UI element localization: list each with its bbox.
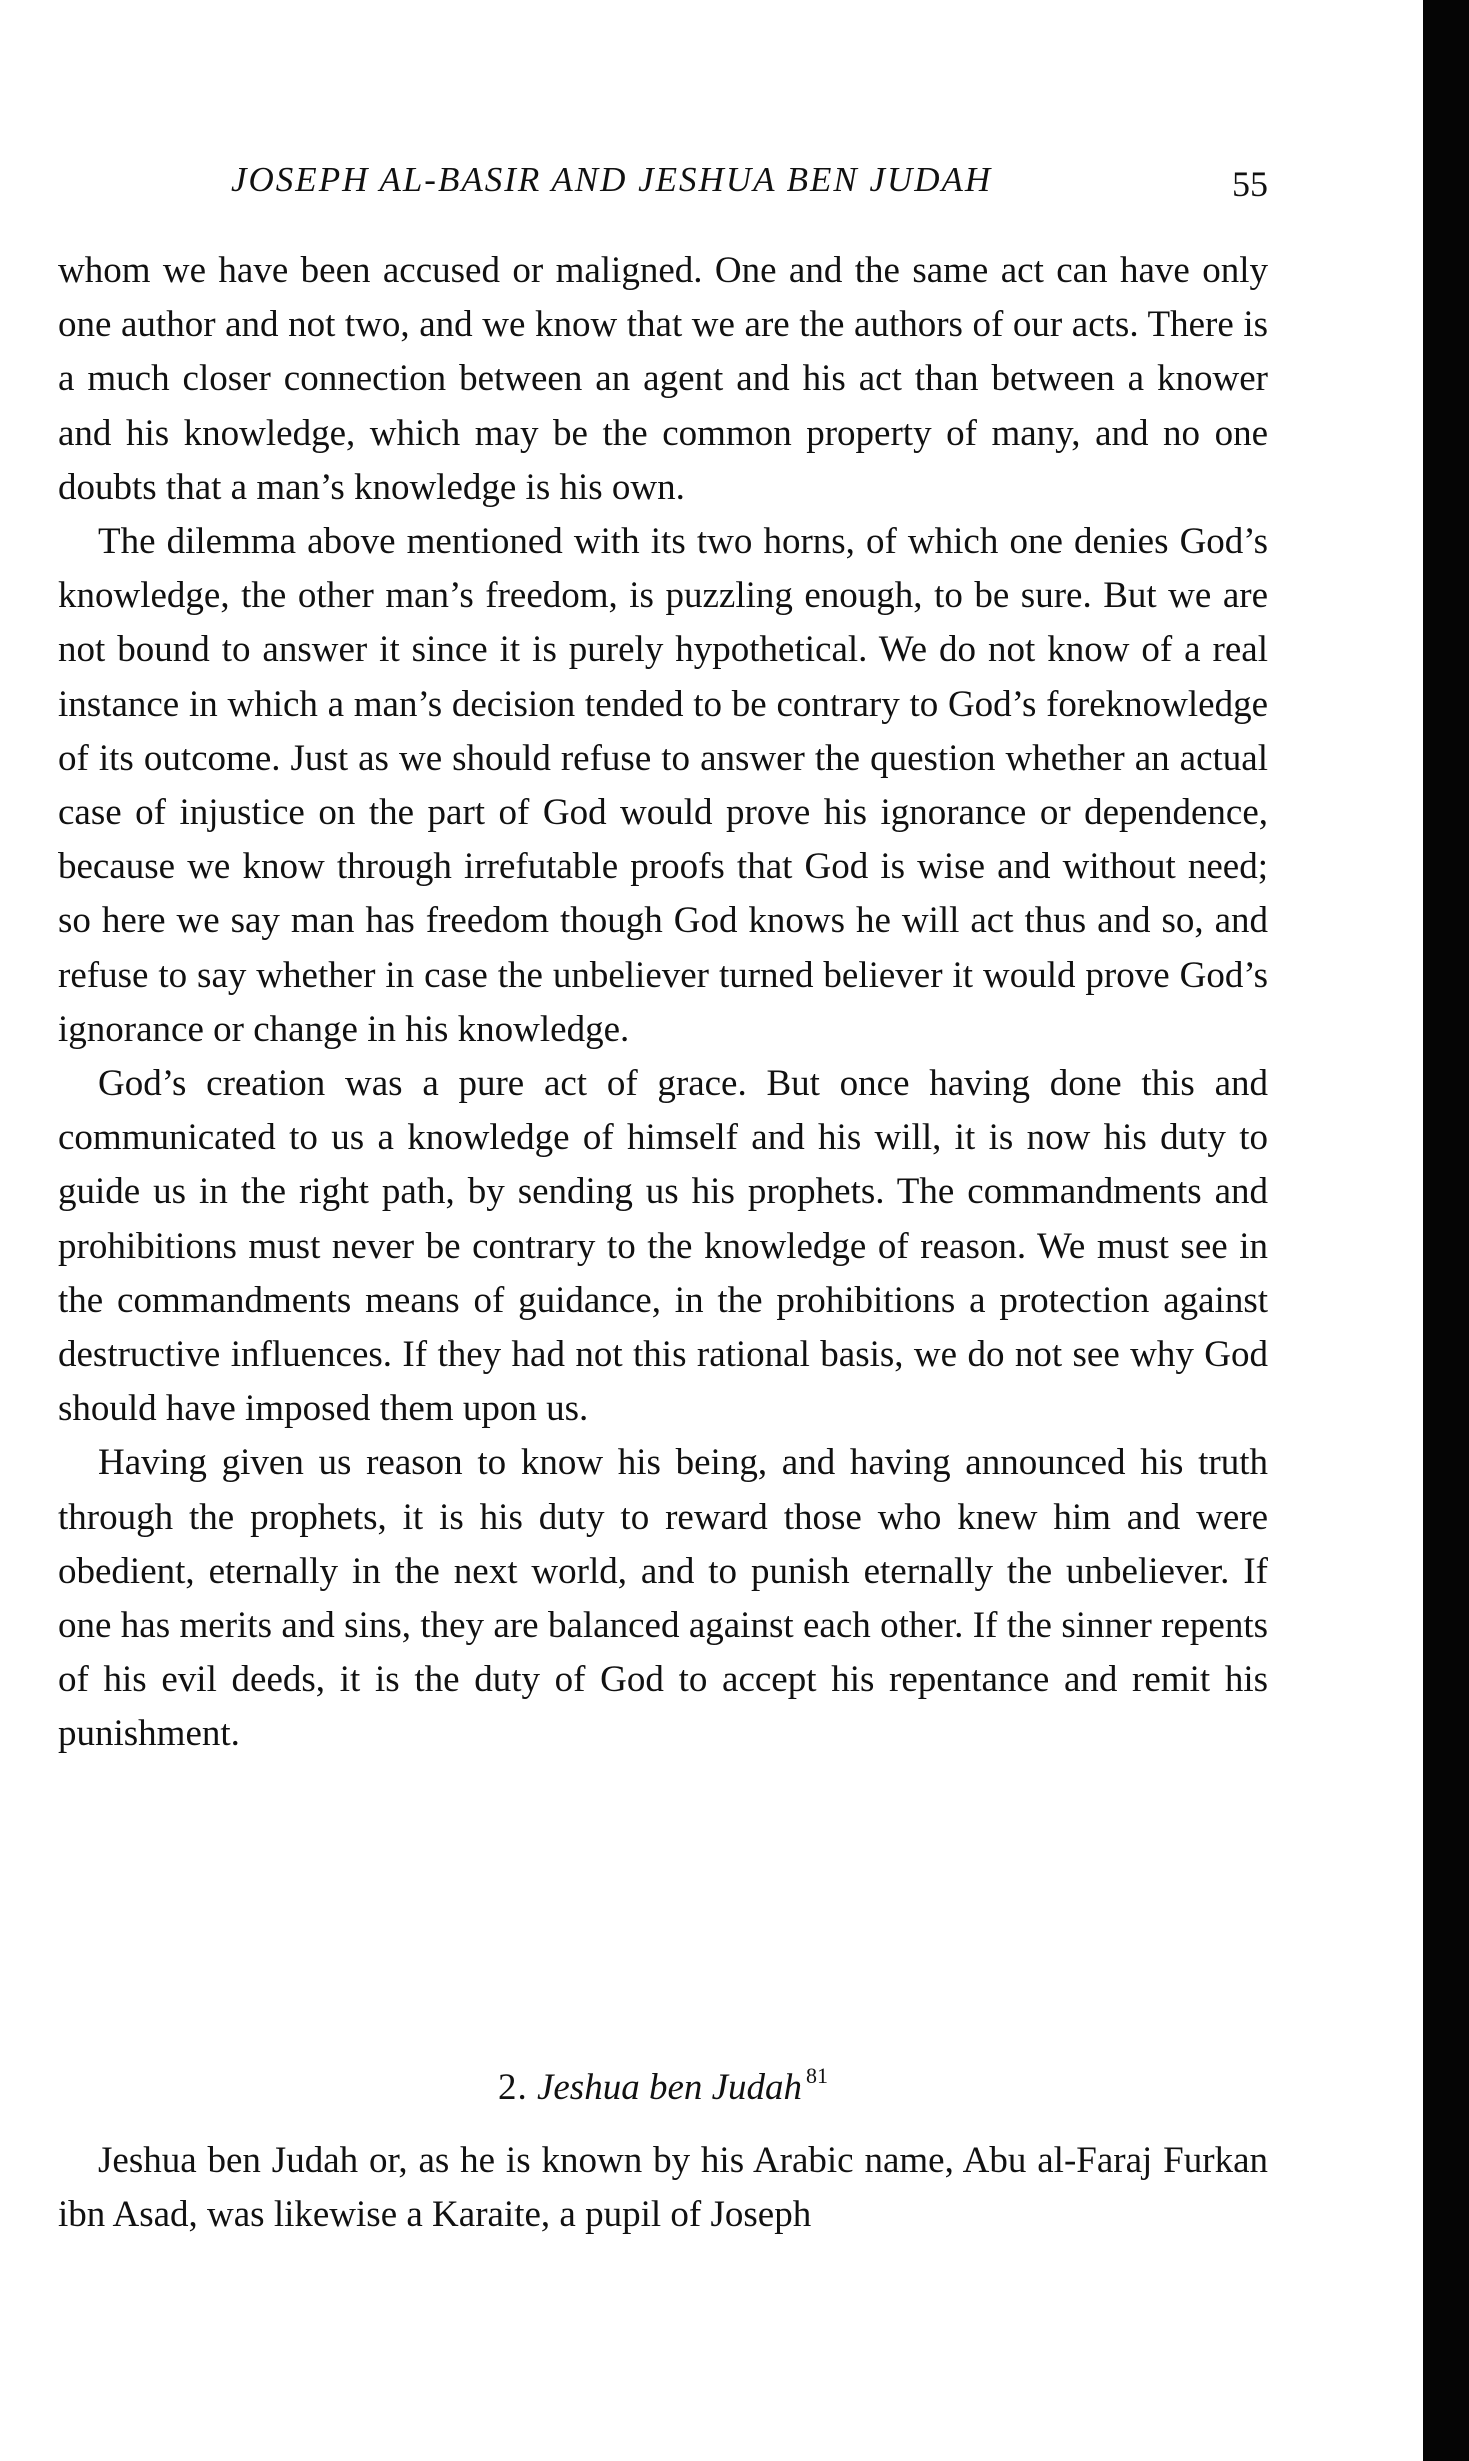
page-edge-shadow <box>1423 0 1469 2461</box>
running-title: JOSEPH AL-BASIR AND JESHUA BEN JUDAH <box>231 160 993 199</box>
running-head <box>58 150 1268 210</box>
section-number: 2. <box>497 2067 528 2108</box>
paragraph-4: Having given us reason to know his being, and having announced his truth through the prophets, it is his duty to reward those who knew him and were obedient, eternally in the next world, and to punish eternally the unbeliever. If one has merits and sins, they are balanced against each other. If the sinner repents of his evil deeds, it is the duty of God to accept his repentance and remit his punishment. <box>58 1442 1268 1755</box>
footnote-reference: 81 <box>806 2063 829 2088</box>
section-title: Jeshua ben Judah <box>536 2067 803 2108</box>
paragraph-3: God’s creation was a pure act of grace. But once having done this and communicated to us a knowledge of himself and his will, it is now his duty to guide us in the right path, by sending us his prophets. The commandments and prohibitions must never be contrary to the knowledge of reason. We must see in the commandments means of guidance, in the prohibitions a protection against destructive influences. If they had not this rational basis, we do not see why God should have imposed them upon us. <box>58 1063 1268 1430</box>
section-heading <box>58 2046 1268 2118</box>
paragraph-2: The dilemma above mentioned with its two horns, of which one denies God’s knowledge, the other man’s freedom, is puzzling enough, to be sure. But we are not bound to answer it since it is purely hypothetical. We do not know of a real instance in which a man’s decision tended to be contrary to God’s foreknowledge of its outcome. Just as we should refuse to answer the question whether an actual case of injustice on the part of God would prove his ignorance or dependence, because we know through irrefutable proofs that God is wise and without need; so here we say man has freedom though God knows he will act thus and so, and refuse to say whether in case the unbeliever turned believer it would prove God’s ignorance or change in his knowledge. <box>58 521 1268 1050</box>
body-text <box>58 244 1268 1762</box>
section-body-text <box>58 2134 1268 2242</box>
page-number: 55 <box>1232 164 1268 204</box>
section-paragraph-1: Jeshua ben Judah or, as he is known by his Arabic name, Abu al-Faraj Furkan ibn Asad, was likewise a Karaite, a pupil of Joseph <box>58 2140 1268 2236</box>
paragraph-1: whom we have been accused or maligned. One and the same act can have only one author and not two, and we know that we are the authors of our acts. There is a much closer connection between an agent and his act than between a knower and his knowledge, which may be the common property of many, and no one doubts that a man’s knowledge is his own. <box>58 250 1268 508</box>
